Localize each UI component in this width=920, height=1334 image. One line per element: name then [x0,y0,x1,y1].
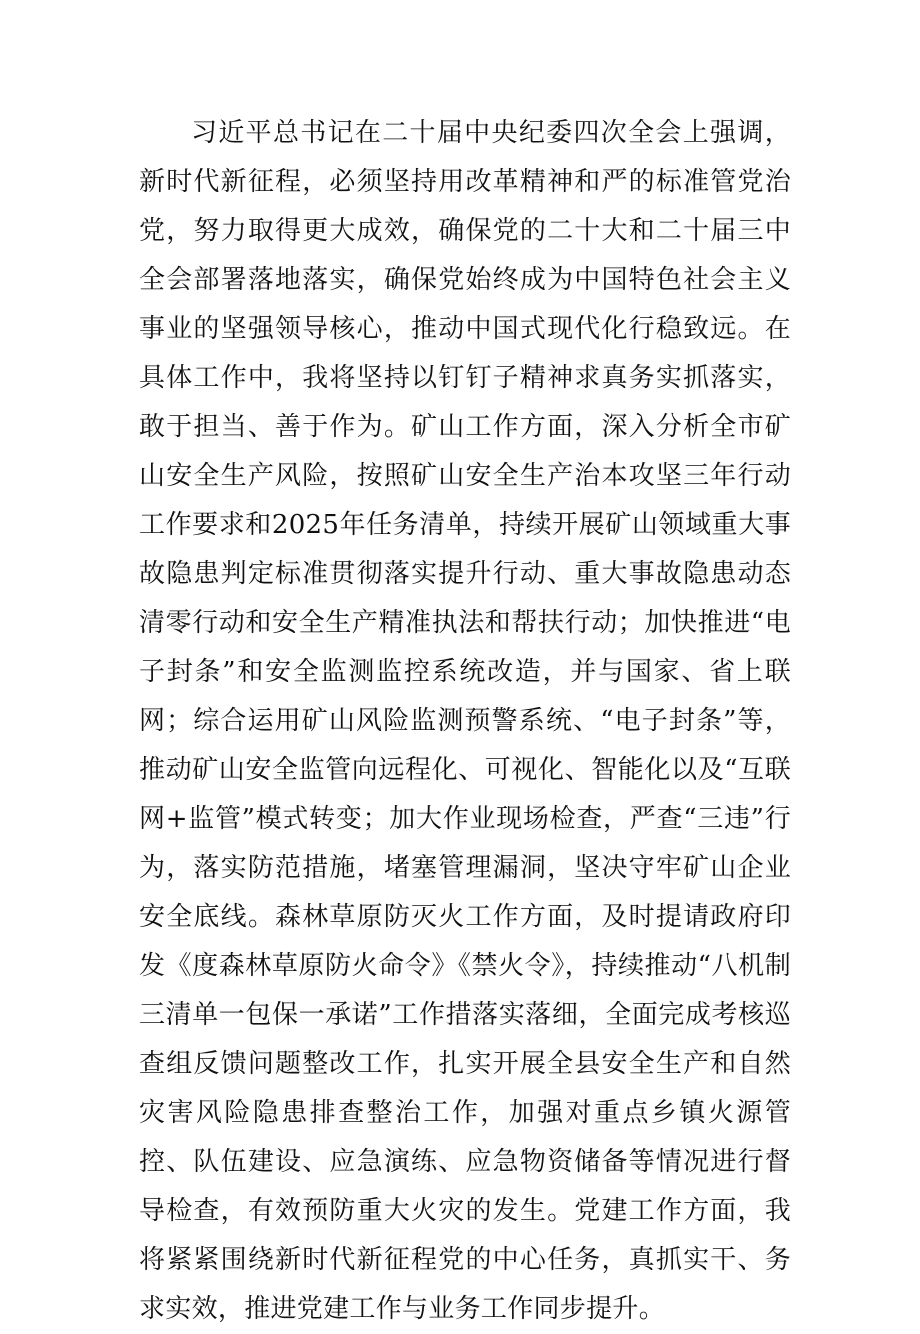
body-paragraph: 习近平总书记在二十届中央纪委四次全会上强调，新时代新征程，必须坚持用改革精神和严的标准管党治党，努力取得更大成效，确保党的二十大和二十届三中全会部署落地落实，确保党始终成为中国特色社会主义事业的坚强领导核心，推动中国式现代化行稳致远。在具体工作中，我将坚持以钉钉子精神求真务实抓落实，敢于担当、善于作为。矿山工作方面，深入分析全市矿山安全生产风险，按照矿山安全生产治本攻坚三年行动工作要求和2025年任务清单，持续开展矿山领域重大事故隐患判定标准贯彻落实提升行动、重大事故隐患动态清零行动和安全生产精准执法和帮扶行动；加快推进“电子封条”和安全监测监控系统改造，并与国家、省上联网；综合运用矿山风险监测预警系统、“电子封条”等，推动矿山安全监管向远程化、可视化、智能化以及“互联网+监管”模式转变；加大作业现场检查，严查“三违”行为，落实防范措施，堵塞管理漏洞，坚决守牢矿山企业安全底线。森林草原防灭火工作方面，及时提请政府印发《度森林草原防火命令》《禁火令》，持续推动“八机制三清单一包保一承诺”工作措落实落细，全面完成考核巡查组反馈问题整改工作，扎实开展全县安全生产和自然灾害风险隐患排查整治工作，加强对重点乡镇火源管控、队伍建设、应急演练、应急物资储备等情况进行督导检查，有效预防重大火灾的发生。党建工作方面，我将紧紧围绕新时代新征程党的中心任务，真抓实干、务求实效，推进党建工作与业务工作同步提升。 [139,118,791,1324]
